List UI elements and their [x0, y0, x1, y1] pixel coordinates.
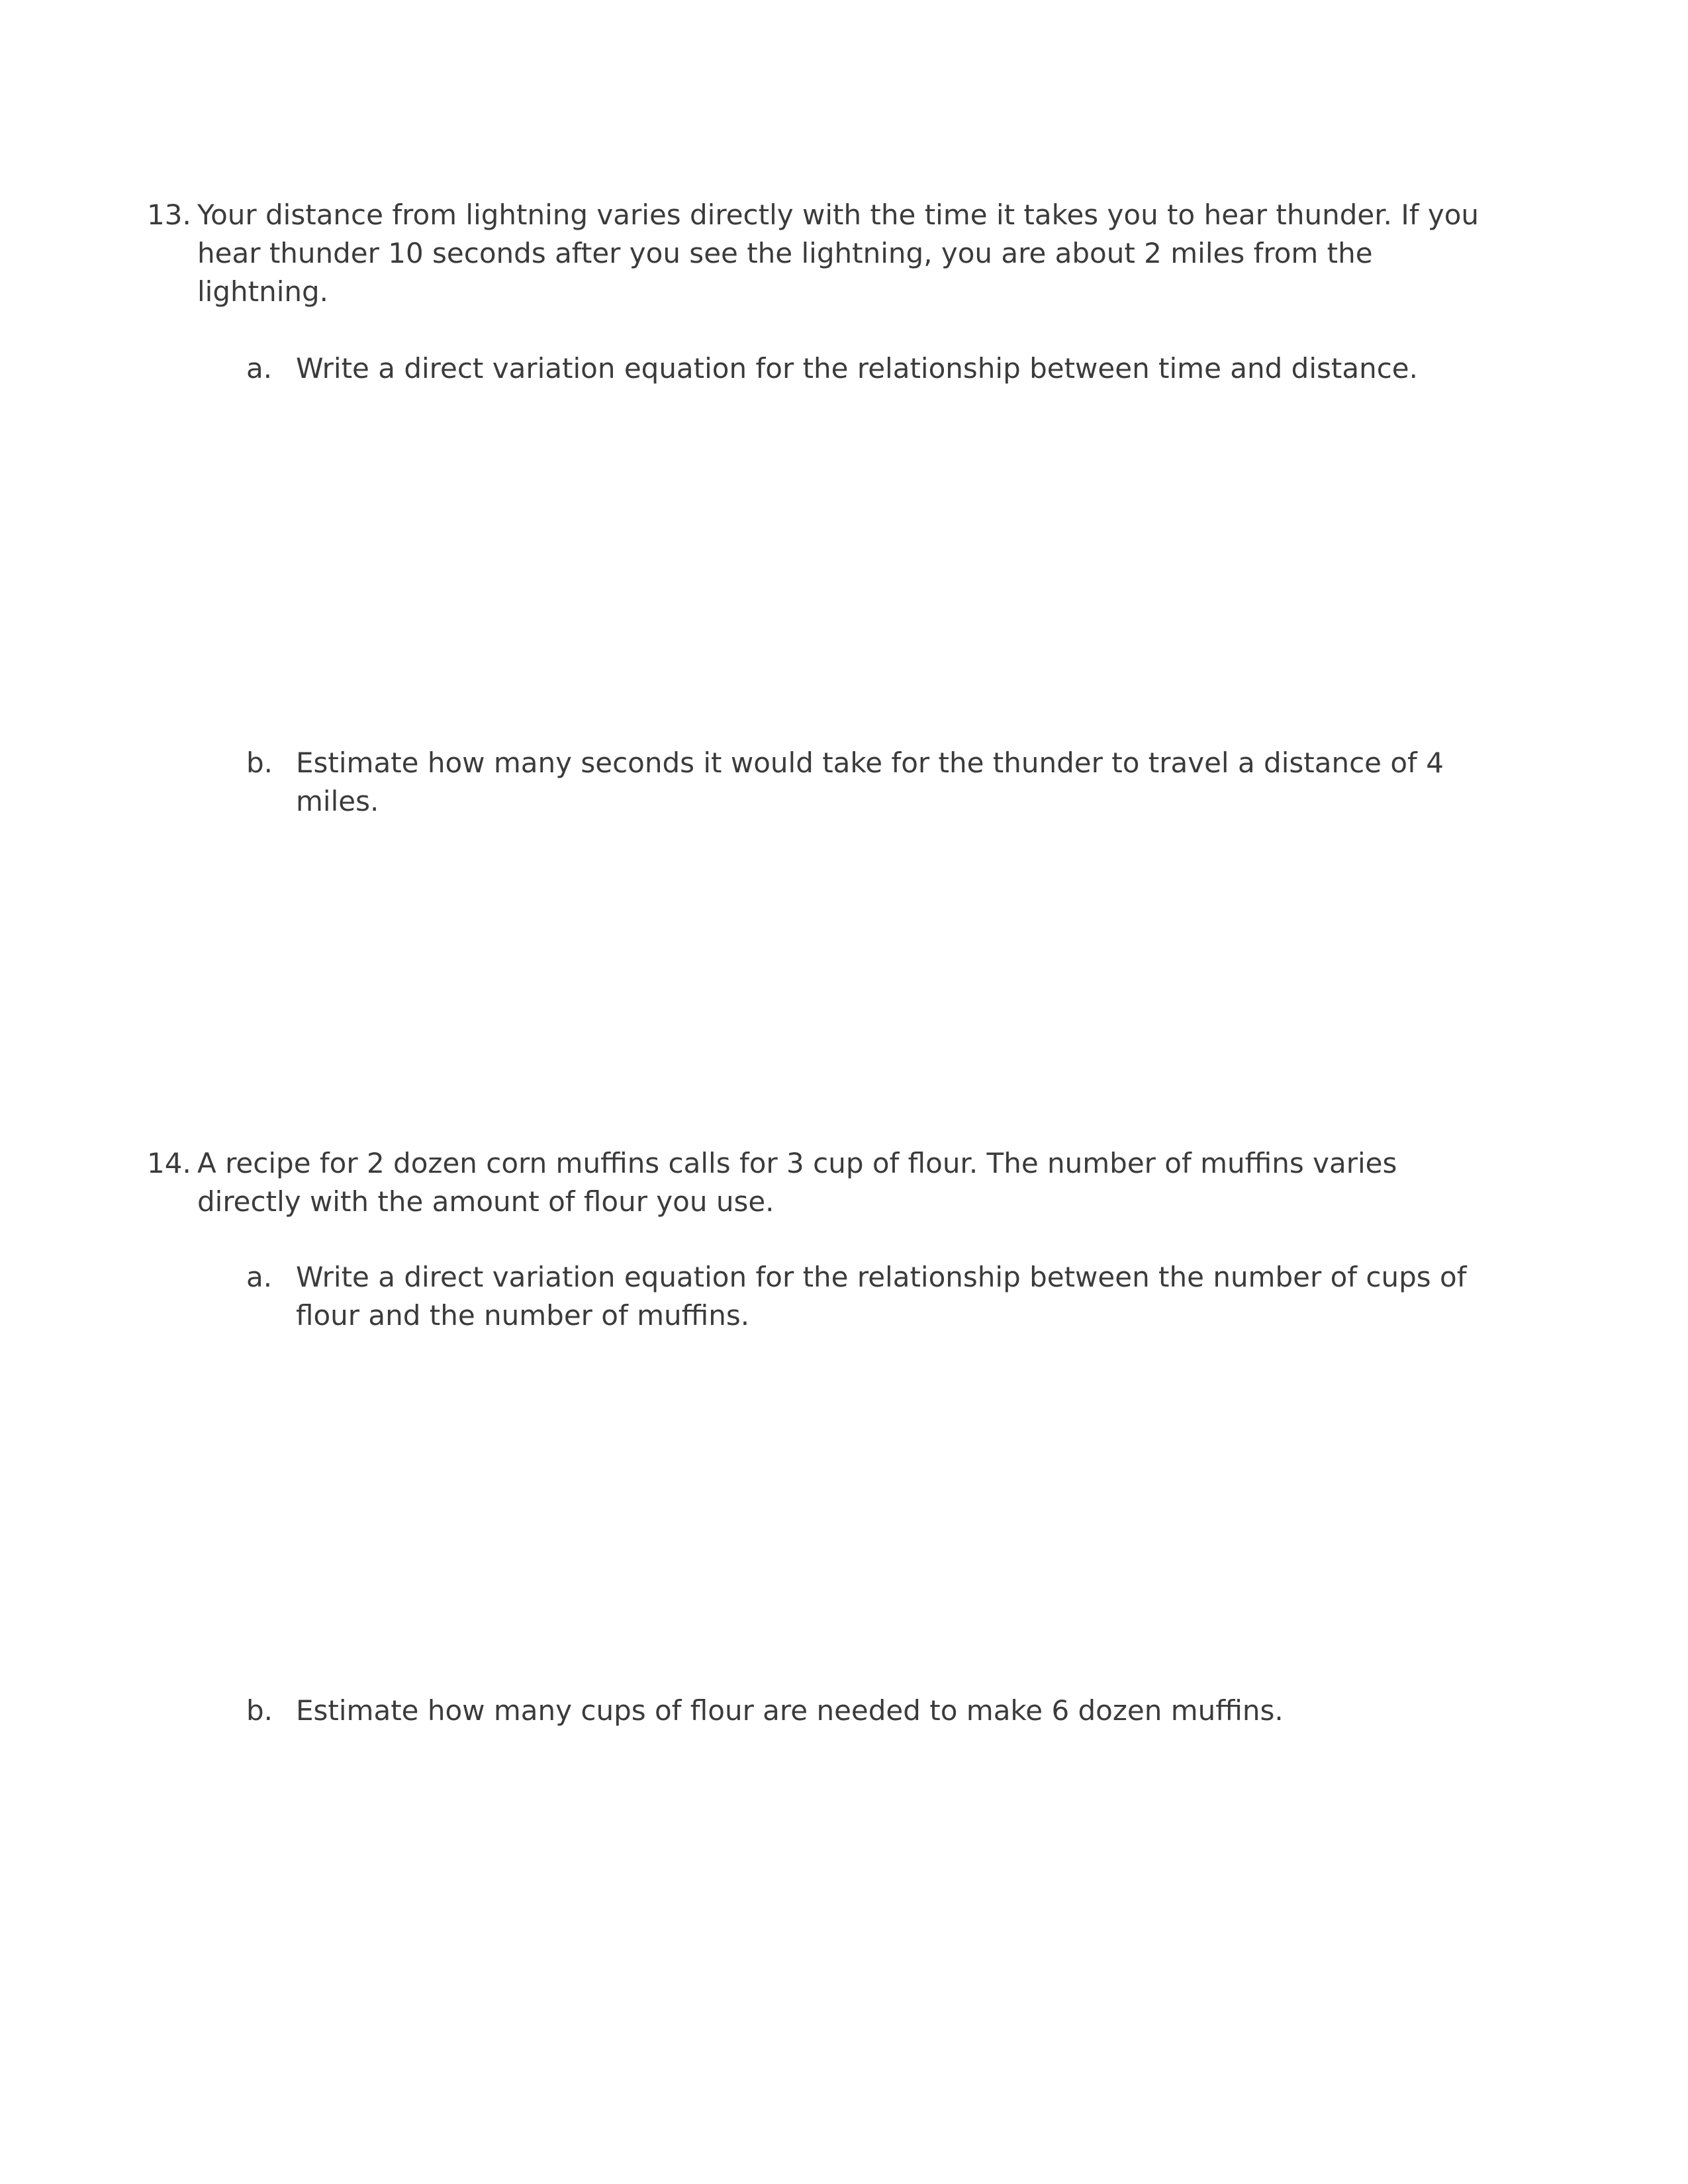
part-text: Write a direct variation equation for the relationship between the number of cups of flour and the number of muffins. [296, 1261, 1467, 1332]
part-letter: a. [246, 1261, 273, 1293]
part-letter: b. [246, 1694, 273, 1727]
problem-text: Your distance from lightning varies directly with the time it takes you to hear thunder. If you hear thunder 10 seconds after you see the lightning, you are about 2 miles from the lightning. [197, 199, 1479, 308]
problem-number: 14. [147, 1147, 191, 1179]
part-text: Estimate how many seconds it would take for the thunder to travel a distance of 4 miles. [296, 747, 1444, 817]
part-letter: a. [246, 352, 273, 385]
part-letter: b. [246, 747, 273, 779]
problem-number: 13. [147, 199, 191, 231]
part-text: Estimate how many cups of flour are needed to make 6 dozen muffins. [296, 1694, 1284, 1727]
problem-text: A recipe for 2 dozen corn muffins calls for 3 cup of flour. The number of muffins varies directly with the amount of flour you use. [197, 1147, 1397, 1218]
part-text: Write a direct variation equation for the relationship between time and distance. [296, 352, 1418, 385]
